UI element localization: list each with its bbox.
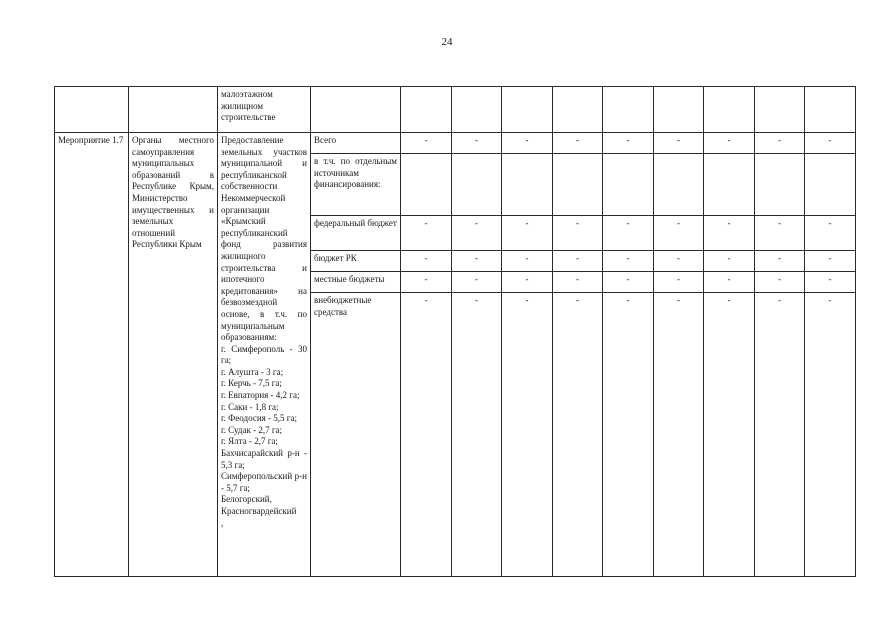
- source-republic: [311, 251, 401, 272]
- description-item: Красногвардейский: [221, 506, 297, 516]
- value-dash: -: [553, 216, 603, 251]
- value-dash: -: [452, 293, 502, 577]
- value-empty: [603, 154, 654, 216]
- continuation-cell-source: [311, 87, 401, 133]
- description-item: г. Евпатория - 4,2 га;: [221, 390, 300, 401]
- value-dash: -: [553, 293, 603, 577]
- value-dash: -: [654, 293, 704, 577]
- description-intro: Предоставление земельных участков муниципальной и республиканской собственности Некоммерческой организации «Крымский республиканский фонд развития жилищного строительства и ипотечного кредитования» на безвозмездной основе, в т.ч. по муниципальным образованиям:: [221, 135, 307, 343]
- value-dash: -: [805, 272, 856, 293]
- value-dash: -: [755, 272, 805, 293]
- value-dash: -: [401, 251, 452, 272]
- source-including: [311, 154, 401, 216]
- continuation-text: малоэтажном жилищном строительстве: [221, 89, 276, 123]
- value-empty: [805, 154, 856, 216]
- source-extrabudget-label: внебюджетные средства: [314, 295, 372, 317]
- page-number: 24: [441, 36, 453, 48]
- value-dash: -: [502, 272, 553, 293]
- value-dash: -: [401, 216, 452, 251]
- value-empty: [401, 154, 452, 216]
- value-dash: -: [755, 293, 805, 577]
- value-dash: -: [553, 251, 603, 272]
- source-extrabudget: [311, 293, 401, 577]
- value-dash: -: [502, 293, 553, 577]
- program-table: [54, 86, 856, 577]
- value-dash: -: [654, 272, 704, 293]
- value-dash: -: [502, 216, 553, 251]
- continuation-row: [55, 87, 856, 133]
- value-dash: -: [603, 293, 654, 577]
- value-dash: -: [452, 251, 502, 272]
- value-empty: [704, 154, 755, 216]
- value-dash: -: [654, 251, 704, 272]
- description-item: г. Алушта - 3 га;: [221, 366, 284, 377]
- continuation-cell-value: [704, 87, 755, 133]
- source-total: [311, 133, 401, 154]
- value-dash: -: [805, 293, 856, 577]
- description-item: г. Керчь - 7,5 га;: [221, 378, 282, 389]
- continuation-cell-executor: [129, 87, 218, 133]
- value-dash: -: [805, 133, 856, 154]
- continuation-cell-value: [553, 87, 603, 133]
- description-item: г. Судак - 2,7 га;: [221, 424, 283, 435]
- description-item: Симферопольский р-н - 5,7 га;: [221, 471, 307, 493]
- value-dash: -: [654, 133, 704, 154]
- continuation-cell-value: [502, 87, 553, 133]
- source-federal-label: федеральный бюджет: [314, 218, 397, 228]
- value-dash: -: [553, 133, 603, 154]
- source-republic-label: бюджет РК: [314, 253, 357, 263]
- description-item: г. Симферополь - 30 га;: [221, 343, 307, 366]
- value-dash: -: [805, 251, 856, 272]
- value-dash: -: [755, 216, 805, 251]
- value-dash: -: [502, 133, 553, 154]
- value-dash: -: [603, 133, 654, 154]
- value-dash: -: [452, 133, 502, 154]
- source-federal: [311, 216, 401, 251]
- description-item: г. Саки - 1,8 га;: [221, 401, 279, 412]
- value-dash: -: [603, 272, 654, 293]
- continuation-cell-value: [452, 87, 502, 133]
- continuation-cell-value: [603, 87, 654, 133]
- value-dash: -: [704, 272, 755, 293]
- value-dash: -: [401, 293, 452, 577]
- value-dash: -: [654, 216, 704, 251]
- value-dash: -: [452, 272, 502, 293]
- value-dash: -: [704, 293, 755, 577]
- source-local-label: местные бюджеты: [314, 274, 385, 284]
- measure-label: Мероприятие 1.7: [58, 135, 124, 145]
- continuation-cell-description: [218, 87, 311, 133]
- value-dash: -: [755, 133, 805, 154]
- value-dash: -: [755, 251, 805, 272]
- source-local: [311, 272, 401, 293]
- source-total-label: Всего: [314, 135, 337, 145]
- continuation-cell-value: [805, 87, 856, 133]
- measure-cell: [55, 133, 129, 577]
- continuation-cell-value: [401, 87, 452, 133]
- value-dash: -: [502, 251, 553, 272]
- executor-text: Органы местного самоуправления муниципальных образований в Республике Крым, Министерство имущественных и земельных отношений Республики Крым: [132, 135, 214, 250]
- value-empty: [502, 154, 553, 216]
- row-total: [55, 133, 856, 154]
- value-dash: -: [603, 216, 654, 251]
- value-empty: [654, 154, 704, 216]
- description-cell: [218, 133, 311, 577]
- value-dash: -: [704, 133, 755, 154]
- value-dash: -: [603, 251, 654, 272]
- description-item: ,: [221, 517, 224, 528]
- description-item: г. Феодосия - 5,5 га;: [221, 413, 297, 424]
- value-dash: -: [704, 251, 755, 272]
- value-dash: -: [553, 272, 603, 293]
- continuation-cell-value: [755, 87, 805, 133]
- description-item: Белогорский,: [221, 494, 272, 505]
- value-empty: [452, 154, 502, 216]
- source-including-label: в т.ч. по отдельным источникам финансирования:: [314, 156, 397, 190]
- value-empty: [755, 154, 805, 216]
- description-item: г. Ялта - 2,7 га;: [221, 436, 278, 447]
- description-item: Бахчисарайский р-н - 5,3 га;: [221, 448, 307, 470]
- value-dash: -: [805, 216, 856, 251]
- value-dash: -: [401, 133, 452, 154]
- continuation-cell-measure: [55, 87, 129, 133]
- value-dash: -: [452, 216, 502, 251]
- executor-cell: [129, 133, 218, 577]
- value-dash: -: [401, 272, 452, 293]
- value-empty: [553, 154, 603, 216]
- value-dash: -: [704, 216, 755, 251]
- continuation-cell-value: [654, 87, 704, 133]
